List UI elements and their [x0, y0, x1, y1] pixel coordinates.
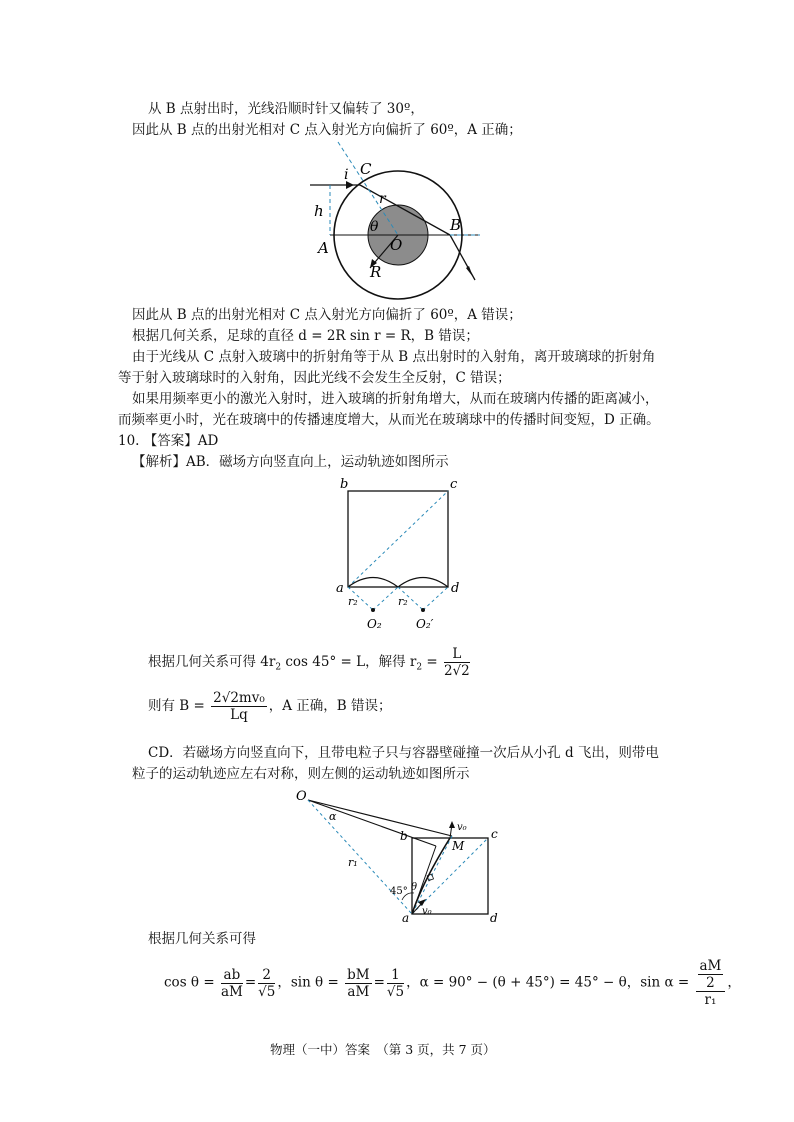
label-r: r	[379, 191, 386, 207]
question-answer: 10. 【答案】AD	[118, 433, 219, 449]
text-line: 根据几何关系，足球的直径 d = 2R sin r = R，B 错误；	[132, 328, 479, 344]
label-v0-top: v₀	[457, 822, 467, 833]
text-line: 因此从 B 点的出射光相对 C 点入射光方向偏折了 60º，A 正确；	[132, 122, 522, 138]
label-b: b	[400, 829, 408, 843]
label-alpha: α	[329, 810, 337, 823]
text-line: 等于射入玻璃球时的入射角，因此光线不会发生全反射，C 错误；	[118, 370, 511, 386]
text-line: CD．若磁场方向竖直向下，且带电粒子只与容器壁碰撞一次后从小孔 d 飞出，则带电	[148, 745, 659, 761]
label-a: a	[336, 581, 344, 596]
label-R: R	[370, 263, 382, 281]
label-r2-right: r₂	[398, 595, 408, 608]
figure-glass-sphere	[300, 140, 500, 300]
label-a: a	[402, 911, 410, 925]
label-v0: v₀	[422, 906, 432, 917]
label-M: M	[452, 839, 465, 853]
label-r2-left: r₂	[348, 595, 358, 608]
label-d: d	[451, 581, 460, 596]
label-c: c	[450, 477, 458, 492]
label-45deg: 45°	[390, 886, 408, 897]
text-line: 而频率更小时，光在玻璃中的传播速度增大，从而光在玻璃球中的传播时间变短，D 正确。	[118, 412, 660, 428]
text-line: 如果用频率更小的激光入射时，进入玻璃的折射角增大，从而在玻璃内传播的距离减小，	[132, 391, 659, 407]
text-line: 从 B 点射出时，光线沿顺时针又偏转了 30º，	[148, 101, 424, 117]
equation-r2: 根据几何关系可得 $4r_2$ cos 45° = L，解得 $r_2$ = $\frac{L}{2√2}$	[148, 646, 470, 679]
equation-B: 则有 B = $\frac{\text{2√2mv₀}}{Lq}$ ，A 正确，B 错误；	[148, 690, 392, 723]
label-O2: O₂	[367, 617, 382, 631]
label-b: b	[340, 477, 349, 492]
page-footer: 物理（一中）答案 （第 3 页，共 7 页）	[270, 1042, 496, 1057]
text-line: 因此从 B 点的出射光相对 C 点入射光方向偏折了 60º，A 错误；	[132, 307, 522, 323]
label-c: c	[491, 827, 498, 841]
label-C: C	[360, 160, 372, 178]
text-line: 由于光线从 C 点射入玻璃中的折射角等于从 B 点出射时的入射角，离开玻璃球的折射角	[132, 349, 656, 365]
label-O2-prime: O₂′	[416, 617, 434, 631]
label-d: d	[490, 911, 498, 925]
label-B: B	[450, 216, 462, 234]
label-A: A	[318, 239, 329, 257]
figure-square-arcs	[330, 474, 470, 634]
label-i: i	[344, 167, 349, 183]
text-line: 粒子的运动轨迹应左右对称，则左侧的运动轨迹如图所示	[132, 766, 470, 782]
label-O: O	[296, 789, 307, 804]
label-O: O	[390, 236, 403, 254]
label-theta: θ	[411, 882, 418, 893]
text-line: 根据几何关系可得	[148, 931, 256, 947]
figure-trajectory	[290, 788, 510, 928]
text-line: 【解析】AB．磁场方向竖直向上，运动轨迹如图所示	[132, 454, 449, 470]
label-theta: θ	[370, 219, 379, 235]
label-h: h	[314, 202, 324, 220]
label-r1: r₁	[348, 856, 358, 869]
equation-final: cos θ = $\frac{ab}{aM}$ = $\frac{2}{√5}$ ，sin θ = $\frac{bM}{aM}$ = $\frac{1}{√5}$ ，α = 90° − (θ + 45°) = 45° − θ，sin α = $\frac{\frac{aM}{2}}{\text{r₁}}$ ，	[164, 958, 741, 1008]
